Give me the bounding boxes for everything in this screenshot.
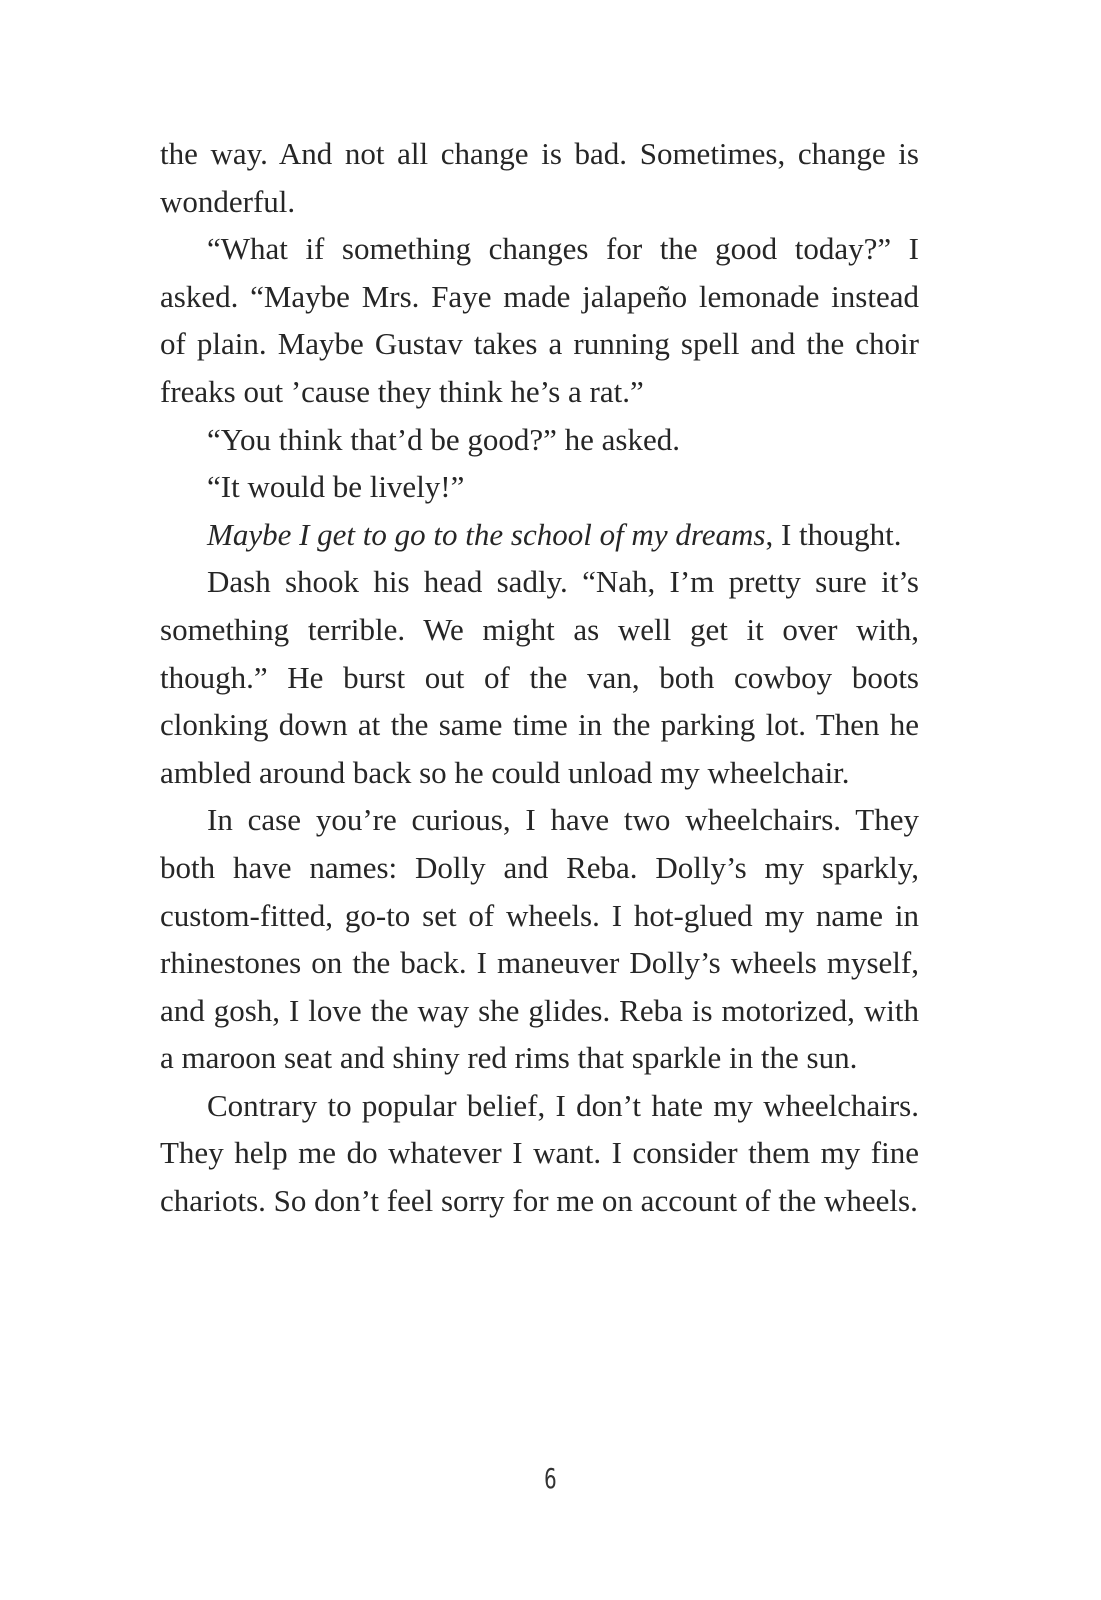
paragraph (160, 511, 919, 559)
paragraph: “It would be lively!” (207, 469, 465, 505)
paragraph-tail: , I thought. (765, 516, 902, 552)
paragraph: “What if something changes for the good today?” I asked. “Maybe Mrs. Faye made jalapeño lemonade instead of plain. Maybe Gustav takes a running spell and the choir freaks out ’cause they think he’s a rat.” (160, 231, 919, 409)
italic-thought: Maybe I get to go to the school of my dreams (207, 516, 766, 552)
body-text (160, 130, 919, 1225)
paragraph: “You think that’d be good?” he asked. (207, 421, 680, 457)
page-number: 6 (544, 1462, 557, 1495)
paragraph: Dash shook his head sadly. “Nah, I’m pretty sure it’s something terrible. We might as well get it over with, though.” He burst out of the van, both cowboy boots clonking down at the same time in the parking lot. Then he ambled around back so he could unload my wheelchair. (160, 564, 919, 790)
paragraph: Contrary to popular belief, I don’t hate my wheelchairs. They help me do whatever I want. I consider them my fine chariots. So don’t feel sorry for me on account of the wheels. (160, 1087, 919, 1219)
paragraph: the way. And not all change is bad. Sometimes, change is wonderful. (160, 136, 919, 219)
paragraph: In case you’re curious, I have two wheelchairs. They both have names: Dolly and Reba. Dolly’s my sparkly, custom-fitted, go-to set of wheels. I hot-glued my name in rhinestones on the back. I maneuver Dolly’s wheels myself, and gosh, I love the way she glides. Reba is motorized, with a maroon seat and shiny red rims that sparkle in the sun. (160, 802, 919, 1076)
